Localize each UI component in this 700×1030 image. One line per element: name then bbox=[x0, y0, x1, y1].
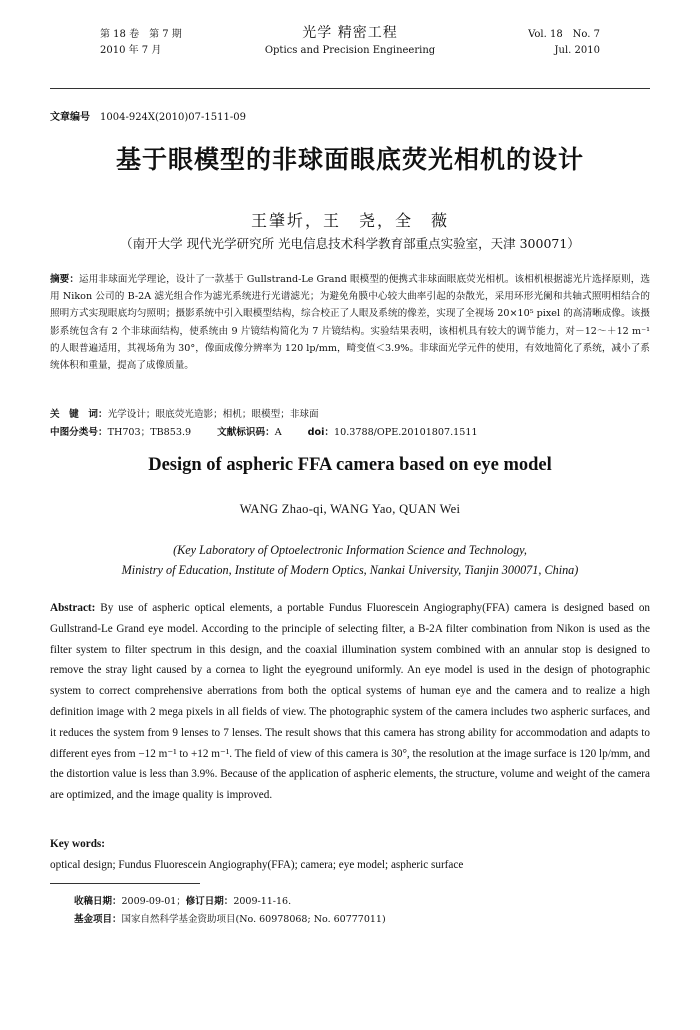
keywords-cn-text: 光学设计；眼底荧光造影；相机；眼模型；非球面 bbox=[107, 409, 319, 420]
doi-value: 10.3788/OPE.20101807.1511 bbox=[334, 427, 478, 438]
classification-line bbox=[50, 424, 650, 438]
affiliation-en-line2: Ministry of Education, Institute of Modern Optics, Nankai University, Tianjin 300071, China) bbox=[121, 563, 579, 577]
keywords-en-label: Key words: bbox=[50, 838, 105, 850]
keywords-en bbox=[50, 834, 650, 876]
article-number bbox=[50, 108, 246, 123]
title-cn: 基于眼模型的非球面眼底荧光相机的设计 bbox=[115, 145, 584, 174]
funding bbox=[74, 911, 386, 925]
revised-label: 修订日期： bbox=[185, 896, 234, 907]
footnote-rule bbox=[50, 883, 200, 884]
date-line-cn: 2010 年 7 月 bbox=[100, 45, 162, 56]
authors-en: WANG Zhao-qi, WANG Yao, QUAN Wei bbox=[239, 502, 461, 516]
received-value: 2009-09-01； bbox=[121, 896, 186, 907]
keywords-en-text: optical design; Fundus Fluorescein Angiography(FFA); camera; eye model; aspheric surface bbox=[50, 858, 464, 871]
volume-line: 第 18 卷 第 7 期 bbox=[100, 29, 182, 40]
received-label: 收稿日期： bbox=[74, 896, 122, 907]
abstract-en-label: Abstract: bbox=[50, 602, 96, 614]
authors-cn: 王肇圻，王 尧，全 薇 bbox=[250, 211, 449, 230]
abstract-en bbox=[50, 598, 650, 806]
article-number-value: 1004-924X(2010)07-1511-09 bbox=[100, 112, 246, 123]
affiliation-en-line1: (Key Laboratory of Optoelectronic Information Science and Technology, bbox=[173, 543, 527, 557]
date-line-en: Jul. 2010 bbox=[554, 45, 600, 56]
abstract-en-text: By use of aspheric optical elements, a portable Fundus Fluorescein Angiography(FFA) camera is designed based on Gullstrand-Le Grand eye model. According to the principle of selecting filter, a B-2A filter combination from Nikon is used as the filter system to filter spectrum in this design, and the coaxial illumination system combined with an annular stop is designed to remove the stray light caused by a cornea to light the eyeground uniformly. An eye model is used in the design of photographic system to correct comprehensive aberrations from both the optical systems of human eye and the camera and to realize a high definition image with 2 mega pixels in all fields of view. The photographic system of the camera includes two aspheric surfaces, and it reduces the system from 9 lenses to 7 lenses. The result shows that this camera has strong ability for accommodation and adapts to different eyes from −12 m⁻¹ to +12 m⁻¹. The field of view of this camera is 30°, the resolution at the image surface is 120 lp/mm, and the distortion value is less than 3.9%. Because of the application of aspheric elements, the structure, volume and weight of the camera are optimized, and the image quality is improved. bbox=[50, 602, 651, 802]
abstract-cn-text: 运用非球面光学理论，设计了一款基于 Gullstrand-Le Grand 眼模型的便携式非球面眼底荧光相机。该相机根据滤光片选择原则，选用 Nikon 公司的 B-2A 滤光组合作为滤光系统进行光谱滤光；为避免角膜中心较大曲率引起的杂散光，采用环形光阑和共轴式照明相结合的照明方式实现眼底均匀照明；摄影系统中引入眼模型结构，综合校正了人眼及系统的像差，实现了全视场 20×10⁵ pixel 的高清晰成像。该摄影系统包含有 2 个非球面结构，使系统由 9 片镜结构简化为 7 片镜结构。实验结果表明，该相机具有较大的调节能力，对－12～＋12 m⁻¹ 的人眼普遍适用，其视场角为 30°，像面成像分辨率为 120 lp/mm，畸变值＜3.9%。非球面光学元件的使用，有效地简化了系统，减小了系统体积和重量，提高了成像质量。 bbox=[50, 274, 650, 372]
title-en: Design of aspheric FFA camera based on eye model bbox=[148, 455, 552, 475]
journal-name-cn: 光学 精密工程 bbox=[302, 25, 398, 41]
affiliation-cn: （南开大学 现代光学研究所 光电信息技术科学教育部重点实验室，天津 300071） bbox=[120, 236, 580, 251]
clc-value: TH703；TB853.9 bbox=[107, 427, 192, 438]
article-number-label: 文章编号 bbox=[50, 112, 90, 123]
affiliation-en bbox=[0, 540, 700, 580]
revised-value: 2009-11-16. bbox=[233, 896, 292, 907]
abstract-cn-label: 摘要： bbox=[50, 274, 80, 285]
clc-label: 中图分类号： bbox=[50, 427, 108, 438]
keywords-cn-label: 关 键 词： bbox=[50, 409, 108, 420]
funding-value: 国家自然科学基金资助项目(No. 60978068; No. 60777011) bbox=[121, 914, 386, 925]
volume-line-en: Vol. 18 No. 7 bbox=[528, 29, 600, 40]
volume-issue-en bbox=[528, 27, 600, 59]
doi-label: doi： bbox=[307, 427, 334, 438]
journal-name-en: Optics and Precision Engineering bbox=[264, 45, 436, 56]
header-rule bbox=[50, 88, 650, 89]
received-dates bbox=[74, 893, 291, 907]
doc-code-label: 文献标识码： bbox=[217, 427, 275, 438]
keywords-cn bbox=[50, 406, 650, 420]
funding-label: 基金项目： bbox=[74, 914, 122, 925]
abstract-cn bbox=[50, 271, 650, 374]
doc-code-value: A bbox=[274, 427, 282, 438]
journal-header bbox=[50, 0, 650, 60]
